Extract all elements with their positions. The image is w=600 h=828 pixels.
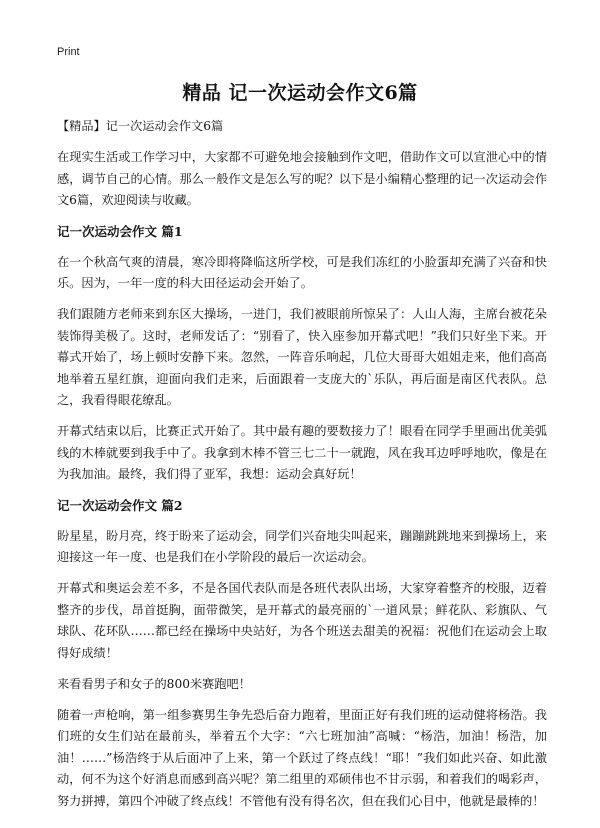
section2-paragraph-2: 开幕式和奥运会差不多，不是各国代表队而是各班代表队出场，大家穿着整齐的校服，迈着整齐的步伐，昂首挺胸，面带微笑，是开幕式的最亮丽的`一道风景；鲜花队、彩旗队、气球队、花环队……都已经在操场中央站好，为各个班送去甜美的祝福：祝他们在运动会上取得好成绩！ [57,581,547,660]
section2-paragraph-4: 随着一声枪响，第一组参赛男生争先恐后奋力跑着，里面正好有我们班的运动健将杨浩。我们班的女生们站在最前头，举着五个大字：“六七班加油”高喊：“杨浩，加油！杨浩，加油！……”杨浩终于从后面冲了上来，第一个跃过了终点线！“耶！”我们如此兴奋、如此激动，何不为这个好消息而感到高兴呢？第二组里的邓硕伟也不甘示弱，和着我们的喝彩声，努力拼搏，第四个冲破了终点线！不管他有没有得名次，但在我们心目中，他就是最棒的！ [57,707,547,808]
intro-paragraph: 在现实生活或工作学习中，大家都不可避免地会接触到作文吧，借助作文可以宣泄心中的情感，调节自己的心情。那么一般作文是怎么写的呢？以下是小编精心整理的记一次运动会作文6篇，欢迎阅读与收藏。 [57,150,547,207]
section2-paragraph-3: 来看看男子和女子的800米赛跑吧！ [57,676,251,691]
section1-paragraph-1: 在一个秋高气爽的清晨，寒冷即将降临这所学校，可是我们冻红的小脸蛋却充满了兴奋和快乐。因为，一年一度的科大田径运动会开始了。 [57,254,547,290]
section2-paragraph-1: 盼星星，盼月亮，终于盼来了运动会，同学们兴奋地尖叫起来，蹦蹦跳跳地来到操场上，来迎接这一年一度、也是我们在小学阶段的最后一次运动会。 [57,528,547,564]
section-heading-1: 记一次运动会作文 篇1 [57,224,183,239]
page-title: 精品 记一次运动会作文6篇 [182,82,418,104]
subtitle: 【精品】记一次运动会作文6篇 [57,119,224,133]
section-heading-2: 记一次运动会作文 篇2 [57,498,183,513]
section1-paragraph-2: 我们跟随方老师来到东区大操场，一进门，我们被眼前所惊呆了：人山人海，主席台被花朵装饰得美极了。这时，老师发话了：“别看了，快入座参加开幕式吧！”我们只好坐下来。开幕式开始了，场上顿时安静下来。忽然，一阵音乐响起，几位大哥哥大姐姐走来，他们高高地举着五星红旗，迎面向我们走来，后面跟着一支庞大的`乐队，再后面是南区代表队。总之，我看得眼花缭乱。 [57,307,547,407]
section1-paragraph-3: 开幕式结束以后，比赛正式开始了。其中最有趣的要数接力了！眼看在同学手里画出优美弧线的木棒就要到我手中了。我拿到木棒不管三七二十一就跑，风在我耳边呼呼地吹，像是在为我加油。最终，我们得了亚军，我想：运动会真好玩！ [57,424,547,481]
print-label[interactable]: Print [57,46,80,58]
document-body [57,116,547,822]
